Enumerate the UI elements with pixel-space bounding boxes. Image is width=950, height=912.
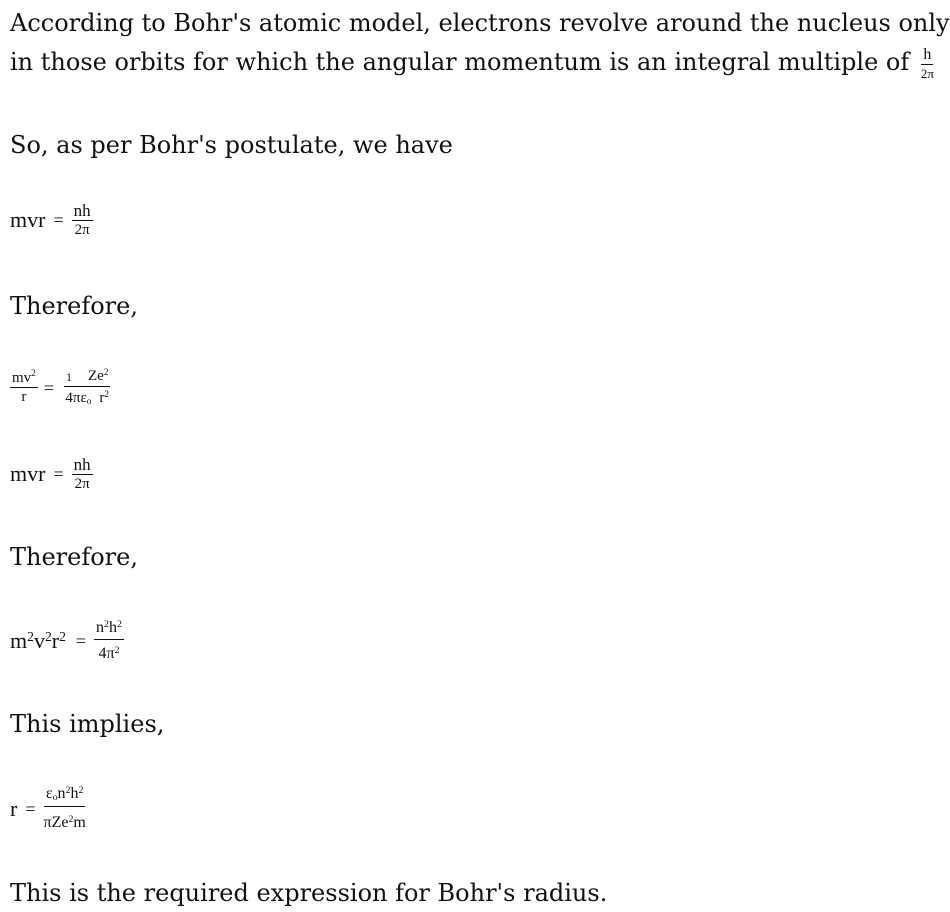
eq4-lhs: $m^2v^2r^2$	[10, 628, 66, 653]
eq2-coef-den-sub: o	[86, 396, 92, 407]
eq5-numerator: $\varepsilon_on^2h^2$	[44, 786, 86, 807]
eq3-lhs: mvr	[10, 461, 46, 486]
eq3-denominator: 2π	[74, 476, 90, 492]
eq2-frac2-den-base: r	[99, 390, 105, 406]
eq1-numerator: nh	[73, 201, 91, 220]
eq4-fraction	[94, 620, 124, 662]
eq4-numerator: $n^2h^2$	[94, 620, 124, 640]
eq2-frac2-num-base: Ze	[87, 368, 104, 384]
eq2-lhs-num-base: mv	[12, 369, 32, 386]
eq2-equals: =	[43, 377, 54, 398]
intro-line-1: According to Bohr's atomic model, electrons revolve around the nucleus only	[10, 9, 950, 37]
eq2-frac2-num-exp: 2	[103, 367, 109, 378]
equation-force-balance	[10, 369, 110, 406]
eq5-equals: =	[25, 798, 36, 819]
eq1-equals: =	[53, 210, 64, 230]
therefore-2: Therefore,	[10, 543, 138, 571]
eq2-coef-num: 1	[65, 370, 72, 384]
intro-line-2: in those orbits for which the angular momentum is an integral multiple of $\frac{h}{2\pi}$	[10, 46, 934, 81]
eq2-lhs-den: r	[21, 388, 27, 405]
eq3-numerator: nh	[73, 455, 91, 474]
eq3-fraction	[72, 456, 93, 492]
eq5-denominator: πZe$^2$m	[43, 813, 86, 831]
implies-text: This implies,	[10, 710, 165, 738]
eq5-lhs: r	[10, 795, 18, 821]
eq3-equals: =	[53, 464, 64, 484]
conclusion-text: This is the required expression for Bohr's radius.	[10, 879, 608, 907]
equation-bohr-radius	[10, 786, 86, 831]
eq1-fraction	[72, 202, 93, 238]
eq4-denominator: $4\pi^2$	[98, 644, 120, 662]
eq2-coef-den-main: 4πε	[65, 390, 87, 406]
equation-angular-momentum-2	[10, 456, 93, 492]
intro-fraction-denominator: 2π	[920, 66, 934, 81]
equation-squared	[10, 620, 124, 662]
eq4-equals: =	[75, 631, 87, 651]
eq2-frac2-den-exp: 2	[104, 389, 110, 400]
eq2-rhs-fraction	[64, 369, 110, 406]
postulate-text: So, as per Bohr's postulate, we have	[10, 131, 453, 159]
eq1-lhs: mvr	[10, 207, 46, 232]
eq5-fraction	[43, 786, 85, 831]
equation-angular-momentum-1	[10, 202, 93, 238]
eq2-lhs-num-exp: 2	[31, 369, 36, 380]
therefore-1: Therefore,	[10, 292, 138, 320]
intro-fraction	[921, 47, 934, 80]
intro-fraction-numerator: h	[923, 46, 932, 63]
eq2-lhs-fraction	[10, 371, 38, 405]
eq1-denominator: 2π	[74, 222, 90, 238]
